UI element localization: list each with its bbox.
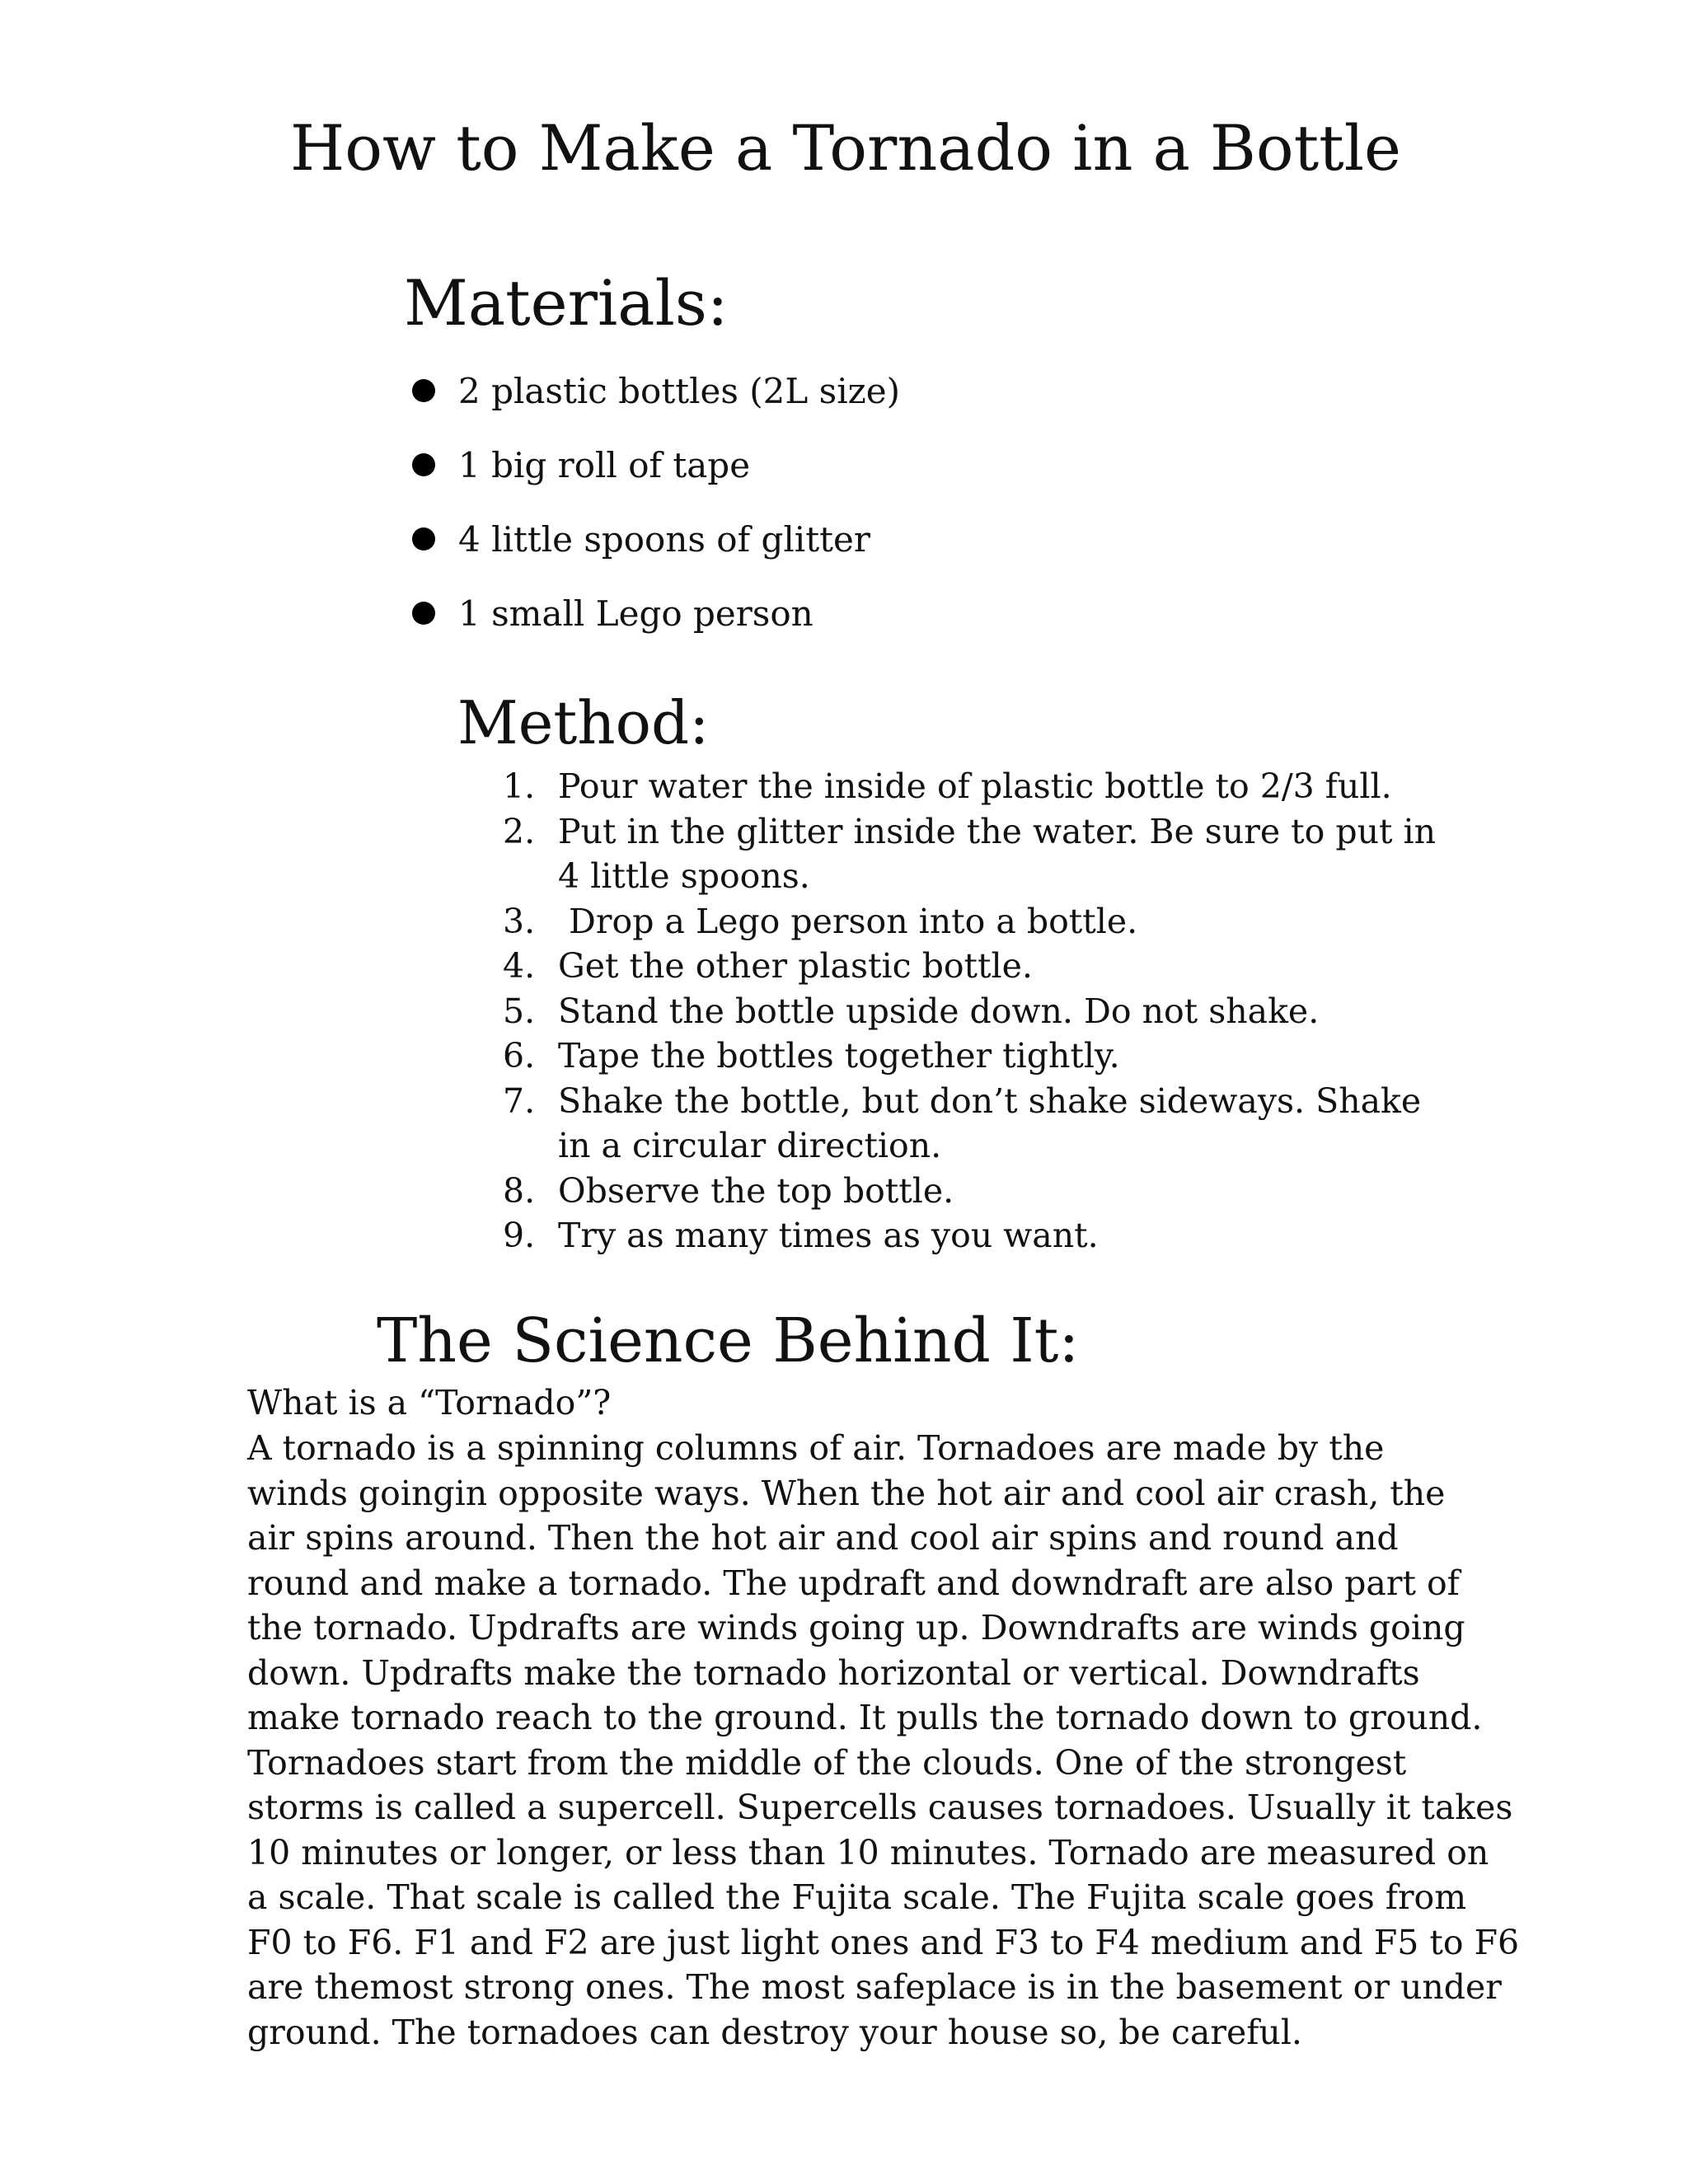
materials-item-text: 2 plastic bottles (2L size) [458,371,900,411]
step-number: 8. [503,1170,536,1211]
step-number: 4. [503,946,536,986]
step-text: Shake the bottle, but don’t shake sideways. Shake in a circular direction. [558,1080,1422,1165]
method-step [503,1033,1442,1079]
materials-item-text: 1 small Lego person [458,593,814,634]
bullet-icon [412,379,435,402]
method-heading: Method: [457,688,710,757]
step-text: Put in the glitter inside the water. Be sure to put in 4 little spoons. [558,811,1437,896]
paragraph-line: down. Updrafts make the tornado horizontal or vertical. Downdrafts [247,1652,1420,1693]
paragraph-line: a scale. That scale is called the Fujita scale. The Fujita scale goes from [247,1877,1467,1917]
method-step [503,989,1442,1034]
bullet-icon [412,527,435,551]
step-number: 1. [503,766,536,806]
paragraph-line: winds goingin opposite ways. When the hot air and cool air crash, the [247,1473,1446,1513]
method-step [503,1079,1442,1169]
step-number: 7. [503,1080,536,1121]
paragraph-line: F0 to F6. F1 and F2 are just light ones and F3 to F4 medium and F5 to F6 [247,1922,1520,1962]
step-text: Get the other plastic bottle. [558,946,1033,986]
paragraph-line: A tornado is a spinning columns of air. Tornadoes are made by the [247,1428,1385,1468]
paragraph-line: Tornadoes start from the middle of the clouds. One of the strongest [247,1742,1407,1783]
paragraph-line: 10 minutes or longer, or less than 10 minutes. Tornado are measured on [247,1832,1489,1872]
paragraph-line: are themost strong ones. The most safeplace is in the basement or under [247,1967,1502,2007]
paragraph-line: make tornado reach to the ground. It pulls the tornado down to ground. [247,1698,1483,1737]
paragraph-line: round and make a tornado. The updraft and downdraft are also part of [247,1563,1460,1603]
paragraph-line: storms is called a supercell. Supercells causes tornadoes. Usually it takes [247,1788,1513,1827]
materials-item [404,585,1311,659]
step-text: Try as many times as you want. [558,1216,1099,1255]
method-step [503,899,1442,944]
method-step [503,1213,1442,1258]
page-title: How to Make a Tornado in a Bottle [289,111,1402,185]
step-text: Drop a Lego person into a bottle. [558,901,1138,941]
materials-item [404,363,1311,437]
step-number: 2. [503,811,536,851]
step-text: Observe the top bottle. [558,1170,954,1211]
paragraph-line: the tornado. Updrafts are winds going up. Downdrafts are winds going [247,1608,1465,1647]
science-heading: The Science Behind It: [377,1305,1080,1376]
science-question: What is a “Tornado”? [247,1383,612,1422]
materials-item-text: 4 little spoons of glitter [458,519,870,560]
materials-heading: Materials: [404,266,729,340]
paragraph-line: ground. The tornadoes can destroy your house so, be careful. [247,2012,1302,2052]
step-number: 3. [503,901,536,941]
bullet-icon [412,453,435,476]
science-paragraph [247,1426,1520,2055]
bullet-icon [412,602,435,625]
step-text: Stand the bottle upside down. Do not shake. [558,991,1320,1031]
paragraph-line: air spins around. Then the hot air and cool air spins and round and [247,1518,1399,1558]
materials-list [404,363,1311,659]
method-step [503,944,1442,989]
step-number: 6. [503,1036,536,1076]
step-number: 5. [503,991,536,1031]
method-step [503,1169,1442,1214]
step-text: Tape the bottles together tightly. [558,1036,1120,1076]
step-number: 9. [503,1216,536,1255]
materials-item [404,437,1311,511]
method-steps-list [503,764,1442,1258]
step-text: Pour water the inside of plastic bottle to 2/3 full. [558,766,1392,806]
materials-item [404,511,1311,585]
materials-item-text: 1 big roll of tape [458,445,751,485]
method-step [503,764,1442,809]
method-step [503,809,1442,899]
